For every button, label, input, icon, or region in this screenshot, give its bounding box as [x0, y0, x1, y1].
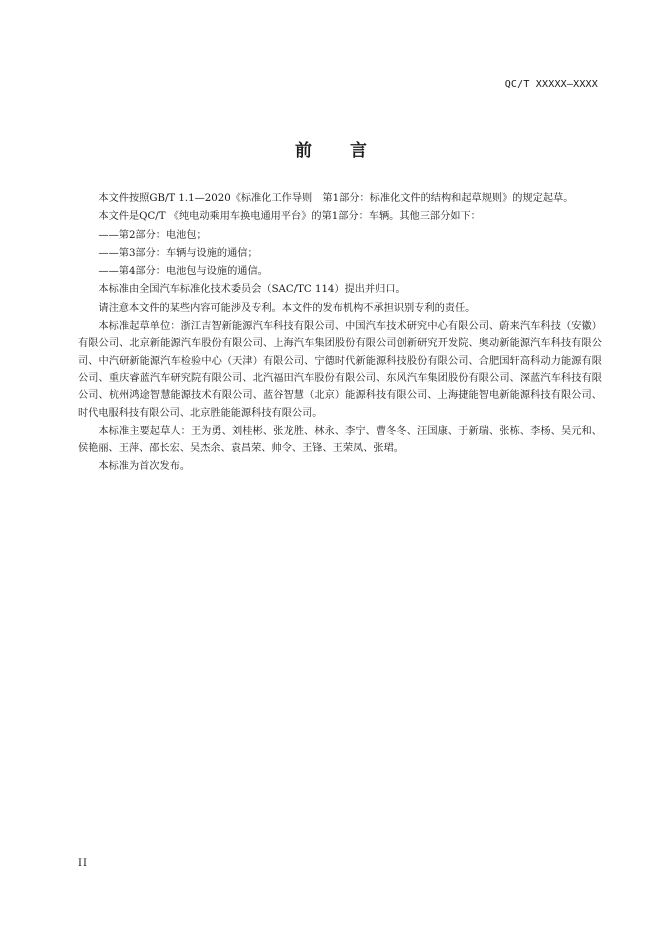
paragraph-patent-notice: 请注意本文件的某些内容可能涉及专利。本文件的发布机构不承担识别专利的责任。 — [98, 302, 476, 314]
list-item-part-4: ——第4部分：电池包与设施的通信。 — [98, 266, 268, 278]
page-number: II — [78, 858, 88, 869]
paragraph-first-release: 本标准为首次发布。 — [98, 461, 191, 473]
paragraph-part-description: 本文件是QC/T 《纯电动乘用车换电通用平台》的第1部分：车辆。其他三部分如下： — [98, 211, 481, 223]
paragraph-drafting-units: 本标准起草单位：浙江吉智新能源汽车科技有限公司、中国汽车技术研究中心有限公司、蔚来汽车科技（安徽）有限公司、北京新能源汽车股份有限公司、上海汽车集团股份有限公司创新研究开发院、奥动新能源汽车科技有限公司、中汽研新能源汽车检验中心（天津）有限公司、宁德时代新能源科技股份有限公司、合肥国轩高科动力能源有限公司、重庆睿蓝汽车研究院有限公司、北汽福田汽车股份有限公司、东风汽车集团股份有限公司、深蓝汽车科技有限公司、杭州鸿途智慧能源技术有限公司、蓝谷智慧（北京）能源科技有限公司、上海捷能智电新能源科技有限公司、时代电服科技有限公司、北京胜能能源科技有限公司。 — [78, 321, 602, 419]
document-code: QC/T XXXXX—XXXX — [504, 79, 598, 90]
list-item-part-3: ——第3部分：车辆与设施的通信； — [98, 247, 258, 259]
list-item-part-2: ——第2部分：电池包； — [98, 229, 207, 241]
paragraph-drafters: 本标准主要起草人：王为勇、刘桂彬、张龙胜、林永、李宁、曹冬冬、汪国康、于新瑞、张栋、李杨、吴元和、侯艳丽、王萍、邵长宏、吴杰余、袁昌荣、帅令、王锋、王荣凤、张珺。 — [78, 425, 602, 455]
paragraph-drafting-rules: 本文件按照GB/T 1.1—2020《标准化工作导则 第1部分：标准化文件的结构和起草规则》的规定起草。 — [98, 193, 574, 204]
paragraph-proposer: 本标准由全国汽车标准化技术委员会（SAC/TC 114）提出并归口。 — [98, 284, 406, 296]
page-title: 前言 — [295, 141, 405, 161]
foreword-body — [78, 190, 602, 476]
